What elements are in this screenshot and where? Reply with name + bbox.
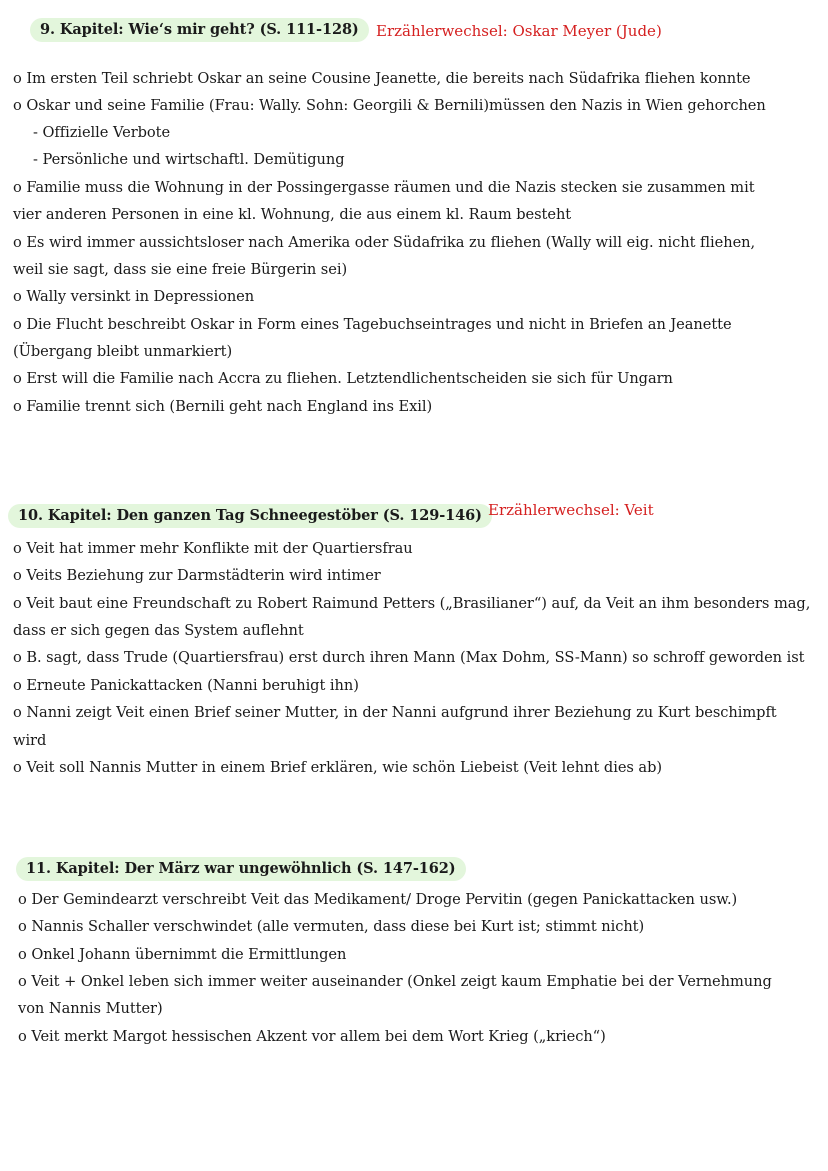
list-item: o Nanni zeigt Veit einen Brief seiner Mutter, in der Nanni aufgrund ihrer Beziehung zu Kurt beschimpft xyxy=(13,704,777,721)
list-item: o Oskar und seine Familie (Frau: Wally. Sohn: Georgili & Bernili)müssen den Nazis in Wien gehorchen xyxy=(13,97,766,114)
list-item: o Es wird immer aussichtsloser nach Amerika oder Südafrika zu fliehen (Wally will eig. nicht fliehen, xyxy=(13,234,756,251)
list-item-continuation: von Nannis Mutter) xyxy=(18,1000,163,1017)
narrator-change: Erzählerwechsel: Oskar Meyer (Jude) xyxy=(376,22,662,40)
list-item: o Familie muss die Wohnung in der Possingergasse räumen und die Nazis stecken sie zusammen mit xyxy=(13,179,755,196)
sub-list-item: - Offizielle Verbote xyxy=(33,124,171,141)
list-item: o Veit merkt Margot hessischen Akzent vor allem bei dem Wort Krieg („kriech“) xyxy=(18,1028,606,1045)
list-item: o Familie trennt sich (Bernili geht nach England ins Exil) xyxy=(13,398,433,415)
chapter-title: 11. Kapitel: Der März war ungewöhnlich (S. 147-162) xyxy=(16,857,466,881)
list-item: o Veit baut eine Freundschaft zu Robert Raimund Petters („Brasilianer“) auf, da Veit an ihm besonders mag, xyxy=(13,595,811,612)
list-item: o Veit + Onkel leben sich immer weiter auseinander (Onkel zeigt kaum Emphatie bei der Vernehmung xyxy=(18,973,772,990)
list-item: o Nannis Schaller verschwindet (alle vermuten, dass diese bei Kurt ist; stimmt nicht) xyxy=(18,918,645,935)
list-item: o Veit soll Nannis Mutter in einem Brief erklären, wie schön Liebeist (Veit lehnt dies ab) xyxy=(13,759,663,776)
list-item-continuation: dass er sich gegen das System auflehnt xyxy=(13,622,304,639)
list-item: o Im ersten Teil schriebt Oskar an seine Cousine Jeanette, die bereits nach Südafrika fliehen konnte xyxy=(13,70,751,87)
list-item: o Erneute Panickattacken (Nanni beruhigt ihn) xyxy=(13,677,359,694)
chapter-title: 10. Kapitel: Den ganzen Tag Schneegestöber (S. 129-146) xyxy=(8,504,492,528)
sub-list-item: - Persönliche und wirtschaftl. Demütigung xyxy=(33,151,345,168)
list-item-continuation: (Übergang bleibt unmarkiert) xyxy=(13,343,233,360)
chapter-title: 9. Kapitel: Wie‘s mir geht? (S. 111-128) xyxy=(30,18,369,42)
narrator-change: Erzählerwechsel: Veit xyxy=(488,501,654,519)
list-item: o Die Flucht beschreibt Oskar in Form eines Tagebuchseintrages und nicht in Briefen an Jeanette xyxy=(13,316,732,333)
list-item: o Onkel Johann übernimmt die Ermittlungen xyxy=(18,946,347,963)
list-item-continuation: vier anderen Personen in eine kl. Wohnung, die aus einem kl. Raum besteht xyxy=(13,206,572,223)
list-item: o Erst will die Familie nach Accra zu fliehen. Letztendlichentscheiden sie sich für Ungarn xyxy=(13,370,673,387)
list-item: o Veits Beziehung zur Darmstädterin wird intimer xyxy=(13,567,381,584)
list-item-continuation: wird xyxy=(13,732,47,749)
list-item: o Wally versinkt in Depressionen xyxy=(13,288,255,305)
list-item: o B. sagt, dass Trude (Quartiersfrau) erst durch ihren Mann (Max Dohm, SS-Mann) so schroff geworden ist xyxy=(13,649,805,666)
list-item: o Veit hat immer mehr Konflikte mit der Quartiersfrau xyxy=(13,540,413,557)
list-item: o Der Gemindearzt verschreibt Veit das Medikament/ Droge Pervitin (gegen Panickattacken usw.) xyxy=(18,891,738,908)
list-item-continuation: weil sie sagt, dass sie eine freie Bürgerin sei) xyxy=(13,261,348,278)
